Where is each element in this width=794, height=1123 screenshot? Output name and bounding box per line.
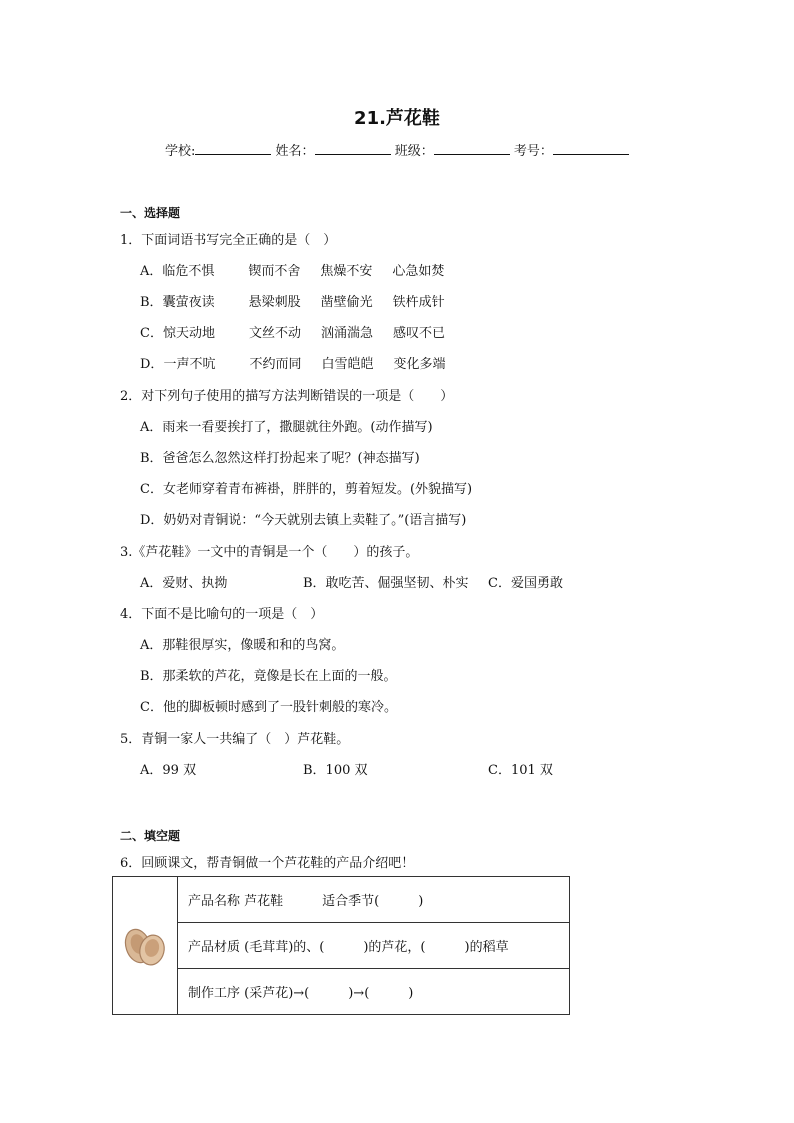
class-label: 班级： bbox=[394, 144, 434, 159]
question-4-stem: 4．下面不是比喻句的一项是（ ） bbox=[120, 607, 324, 622]
question-5-option-c[interactable]: C．101 双 bbox=[488, 763, 553, 778]
question-1-option-b[interactable]: B．囊萤夜读 悬梁刺股 凿壁偷光 铁杵成针 bbox=[140, 295, 445, 310]
question-1-option-d[interactable]: D．一声不吭 不约而同 白雪皑皑 变化多端 bbox=[140, 357, 446, 372]
shoes-image-cell bbox=[113, 877, 178, 1015]
shoes-icon bbox=[118, 917, 172, 971]
question-2-option-b[interactable]: B．爸爸怎么忽然这样打扮起来了呢？(神态描写) bbox=[140, 451, 420, 466]
school-blank[interactable] bbox=[195, 142, 271, 155]
question-1-option-a[interactable]: A．临危不惧 锲而不舍 焦燥不安 心急如焚 bbox=[140, 264, 445, 279]
question-4-option-b[interactable]: B．那柔软的芦花，竟像是长在上面的一般。 bbox=[140, 669, 397, 684]
question-2-option-d[interactable]: D．奶奶对青铜说：“今天就别去镇上卖鞋了。”(语言描写) bbox=[140, 513, 467, 528]
class-blank[interactable] bbox=[434, 142, 510, 155]
page-title: 21.芦花鞋 bbox=[354, 108, 440, 129]
exam-number-label: 考号： bbox=[513, 144, 553, 159]
question-3-stem: 3.《芦花鞋》一文中的青铜是一个（ ）的孩子。 bbox=[120, 545, 419, 560]
question-3-option-c[interactable]: C．爱国勇敢 bbox=[488, 576, 563, 591]
question-3-option-a[interactable]: A．爱财、执拗 bbox=[140, 576, 228, 591]
product-name-row[interactable]: 产品名称 芦花鞋 适合季节( ) bbox=[178, 877, 570, 923]
question-3-option-b[interactable]: B．敢吃苦、倔强坚韧、朴实 bbox=[303, 576, 469, 591]
question-4-option-c[interactable]: C．他的脚板顿时感到了一股针刺般的寒冷。 bbox=[140, 700, 397, 715]
section-heading-choice: 一、选择题 bbox=[120, 206, 181, 220]
question-5-option-a[interactable]: A．99 双 bbox=[140, 763, 197, 778]
school-label: 学校: bbox=[165, 144, 196, 159]
question-5-stem: 5．青铜一家人一共编了（ ）芦花鞋。 bbox=[120, 732, 350, 747]
name-label: 姓名： bbox=[275, 144, 315, 159]
question-1-option-c[interactable]: C．惊天动地 文丝不动 汹涌湍急 感叹不已 bbox=[140, 326, 445, 341]
question-2-option-a[interactable]: A．雨来一看要挨打了，撒腿就往外跑。(动作描写) bbox=[140, 420, 433, 435]
section-heading-fill: 二、填空题 bbox=[120, 829, 181, 843]
name-blank[interactable] bbox=[315, 142, 391, 155]
question-2-stem: 2．对下列句子使用的描写方法判断错误的一项是（ ） bbox=[120, 389, 454, 404]
question-4-option-a[interactable]: A．那鞋很厚实，像暖和和的鸟窝。 bbox=[140, 638, 345, 653]
product-intro-table bbox=[112, 876, 570, 1015]
production-process-row[interactable]: 制作工序 (采芦花)→( )→( ) bbox=[178, 969, 570, 1015]
exam-number-blank[interactable] bbox=[553, 142, 629, 155]
question-5-option-b[interactable]: B．100 双 bbox=[303, 763, 368, 778]
question-6-stem: 6．回顾课文，帮青铜做一个芦花鞋的产品介绍吧！ bbox=[120, 856, 415, 871]
question-2-option-c[interactable]: C．女老师穿着青布裤褂，胖胖的，剪着短发。(外貌描写) bbox=[140, 482, 473, 497]
student-info-line bbox=[165, 140, 629, 159]
product-material-row[interactable]: 产品材质 (毛茸茸)的、( )的芦花，( )的稻草 bbox=[178, 923, 570, 969]
question-1-stem: 1．下面词语书写完全正确的是（ ） bbox=[120, 233, 337, 248]
